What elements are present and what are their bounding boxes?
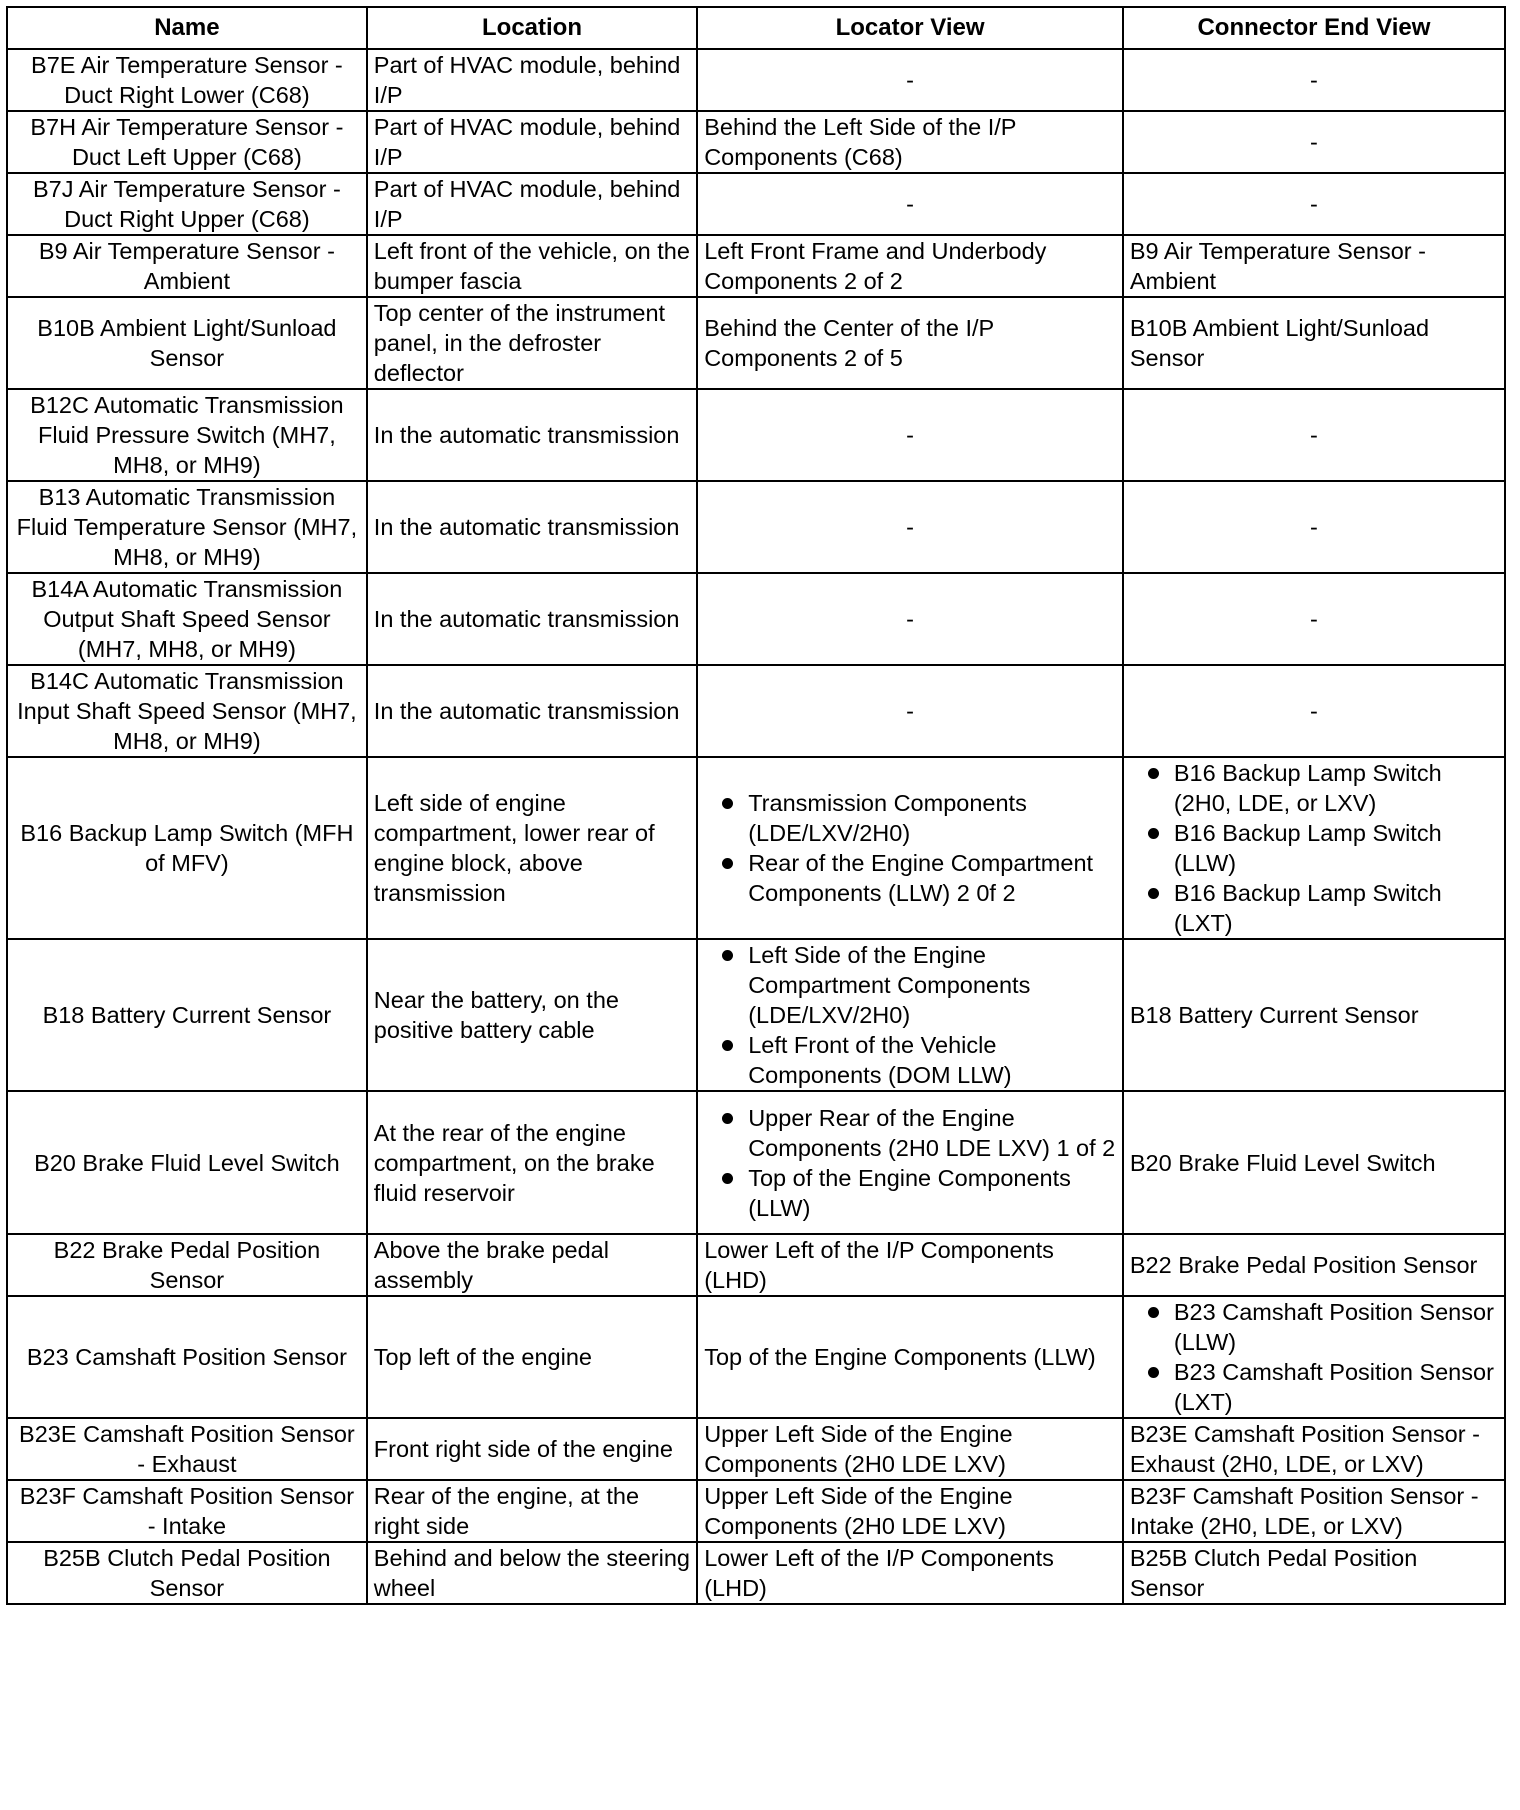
cell-connector-end-view bbox=[1123, 757, 1505, 939]
list-item: B23 Camshaft Position Sensor (LXT) bbox=[1130, 1357, 1498, 1417]
list-item: Rear of the Engine Compartment Components (LLW) 2 0f 2 bbox=[704, 848, 1116, 908]
cell-locator-view: - bbox=[697, 481, 1123, 573]
table-row bbox=[7, 1418, 1505, 1480]
cell-locator-view bbox=[697, 1091, 1123, 1234]
table-row bbox=[7, 1234, 1505, 1296]
cell-name: B16 Backup Lamp Switch (MFH of MFV) bbox=[7, 757, 367, 939]
cell-name: B7H Air Temperature Sensor - Duct Left Upper (C68) bbox=[7, 111, 367, 173]
list-item: Upper Rear of the Engine Components (2H0 LDE LXV) 1 of 2 bbox=[704, 1103, 1116, 1163]
cell-location: At the rear of the engine compartment, on the brake fluid reservoir bbox=[367, 1091, 697, 1234]
cell-name: B23 Camshaft Position Sensor bbox=[7, 1296, 367, 1418]
cell-name: B9 Air Temperature Sensor - Ambient bbox=[7, 235, 367, 297]
table-row bbox=[7, 1091, 1505, 1234]
cell-name: B14C Automatic Transmission Input Shaft Speed Sensor (MH7, MH8, or MH9) bbox=[7, 665, 367, 757]
cell-connector-end-view: B25B Clutch Pedal Position Sensor bbox=[1123, 1542, 1505, 1604]
list-item: B23 Camshaft Position Sensor (LLW) bbox=[1130, 1297, 1498, 1357]
cell-name: B22 Brake Pedal Position Sensor bbox=[7, 1234, 367, 1296]
cell-location: Left side of engine compartment, lower rear of engine block, above transmission bbox=[367, 757, 697, 939]
table-row bbox=[7, 49, 1505, 111]
table-row bbox=[7, 111, 1505, 173]
cell-location: Top left of the engine bbox=[367, 1296, 697, 1418]
cell-connector-end-view: B22 Brake Pedal Position Sensor bbox=[1123, 1234, 1505, 1296]
cell-location: Part of HVAC module, behind I/P bbox=[367, 111, 697, 173]
cell-location: Near the battery, on the positive battery cable bbox=[367, 939, 697, 1091]
cell-location: Above the brake pedal assembly bbox=[367, 1234, 697, 1296]
header-name: Name bbox=[7, 7, 367, 49]
cell-location: Top center of the instrument panel, in the defroster deflector bbox=[367, 297, 697, 389]
table-row bbox=[7, 235, 1505, 297]
cell-location: In the automatic transmission bbox=[367, 573, 697, 665]
cell-location: Part of HVAC module, behind I/P bbox=[367, 49, 697, 111]
cell-locator-view: Top of the Engine Components (LLW) bbox=[697, 1296, 1123, 1418]
cell-locator-view: Lower Left of the I/P Components (LHD) bbox=[697, 1234, 1123, 1296]
bullet-list bbox=[1130, 758, 1498, 938]
cell-connector-end-view: B20 Brake Fluid Level Switch bbox=[1123, 1091, 1505, 1234]
table-row bbox=[7, 1296, 1505, 1418]
cell-locator-view: Upper Left Side of the Engine Components (2H0 LDE LXV) bbox=[697, 1480, 1123, 1542]
cell-name: B13 Automatic Transmission Fluid Temperature Sensor (MH7, MH8, or MH9) bbox=[7, 481, 367, 573]
bullet-list bbox=[704, 788, 1116, 908]
cell-connector-end-view: - bbox=[1123, 111, 1505, 173]
cell-name: B23E Camshaft Position Sensor - Exhaust bbox=[7, 1418, 367, 1480]
table-row bbox=[7, 573, 1505, 665]
cell-locator-view: - bbox=[697, 573, 1123, 665]
cell-connector-end-view: B18 Battery Current Sensor bbox=[1123, 939, 1505, 1091]
list-item: Left Side of the Engine Compartment Components (LDE/LXV/2H0) bbox=[704, 940, 1116, 1030]
list-item: Left Front of the Vehicle Components (DOM LLW) bbox=[704, 1030, 1116, 1090]
table-row bbox=[7, 173, 1505, 235]
cell-locator-view: Behind the Center of the I/P Components 2 of 5 bbox=[697, 297, 1123, 389]
cell-locator-view: - bbox=[697, 389, 1123, 481]
cell-connector-end-view: - bbox=[1123, 389, 1505, 481]
cell-connector-end-view: B23F Camshaft Position Sensor - Intake (2H0, LDE, or LXV) bbox=[1123, 1480, 1505, 1542]
cell-name: B12C Automatic Transmission Fluid Pressure Switch (MH7, MH8, or MH9) bbox=[7, 389, 367, 481]
cell-location: In the automatic transmission bbox=[367, 481, 697, 573]
cell-location: Front right side of the engine bbox=[367, 1418, 697, 1480]
table-row bbox=[7, 939, 1505, 1091]
cell-locator-view bbox=[697, 939, 1123, 1091]
cell-name: B25B Clutch Pedal Position Sensor bbox=[7, 1542, 367, 1604]
cell-locator-view bbox=[697, 757, 1123, 939]
table-row bbox=[7, 1542, 1505, 1604]
cell-name: B14A Automatic Transmission Output Shaft Speed Sensor (MH7, MH8, or MH9) bbox=[7, 573, 367, 665]
cell-connector-end-view: - bbox=[1123, 665, 1505, 757]
cell-location: In the automatic transmission bbox=[367, 389, 697, 481]
cell-locator-view: Lower Left of the I/P Components (LHD) bbox=[697, 1542, 1123, 1604]
bullet-list bbox=[1130, 1297, 1498, 1417]
table-row bbox=[7, 665, 1505, 757]
header-locator-view: Locator View bbox=[697, 7, 1123, 49]
cell-locator-view: Left Front Frame and Underbody Components 2 of 2 bbox=[697, 235, 1123, 297]
list-item: B16 Backup Lamp Switch (LXT) bbox=[1130, 878, 1498, 938]
cell-location: Left front of the vehicle, on the bumper fascia bbox=[367, 235, 697, 297]
cell-locator-view: Behind the Left Side of the I/P Components (C68) bbox=[697, 111, 1123, 173]
table-row bbox=[7, 297, 1505, 389]
cell-locator-view: - bbox=[697, 665, 1123, 757]
table-row bbox=[7, 757, 1505, 939]
bullet-list bbox=[704, 940, 1116, 1090]
cell-connector-end-view: B10B Ambient Light/Sunload Sensor bbox=[1123, 297, 1505, 389]
cell-location: In the automatic transmission bbox=[367, 665, 697, 757]
cell-connector-end-view: B23E Camshaft Position Sensor - Exhaust (2H0, LDE, or LXV) bbox=[1123, 1418, 1505, 1480]
header-row bbox=[7, 7, 1505, 49]
cell-connector-end-view: - bbox=[1123, 481, 1505, 573]
list-item: Top of the Engine Components (LLW) bbox=[704, 1163, 1116, 1223]
cell-connector-end-view bbox=[1123, 1296, 1505, 1418]
cell-locator-view: Upper Left Side of the Engine Components (2H0 LDE LXV) bbox=[697, 1418, 1123, 1480]
cell-name: B23F Camshaft Position Sensor - Intake bbox=[7, 1480, 367, 1542]
cell-location: Rear of the engine, at the right side bbox=[367, 1480, 697, 1542]
list-item: B16 Backup Lamp Switch (2H0, LDE, or LXV) bbox=[1130, 758, 1498, 818]
cell-locator-view: - bbox=[697, 173, 1123, 235]
cell-location: Behind and below the steering wheel bbox=[367, 1542, 697, 1604]
cell-connector-end-view: - bbox=[1123, 49, 1505, 111]
cell-name: B18 Battery Current Sensor bbox=[7, 939, 367, 1091]
cell-name: B10B Ambient Light/Sunload Sensor bbox=[7, 297, 367, 389]
component-locator-table bbox=[6, 6, 1506, 1605]
header-location: Location bbox=[367, 7, 697, 49]
list-item: Transmission Components (LDE/LXV/2H0) bbox=[704, 788, 1116, 848]
bullet-list bbox=[704, 1103, 1116, 1223]
cell-locator-view: - bbox=[697, 49, 1123, 111]
cell-name: B7J Air Temperature Sensor - Duct Right Upper (C68) bbox=[7, 173, 367, 235]
table-row bbox=[7, 1480, 1505, 1542]
table-row bbox=[7, 389, 1505, 481]
header-connector-end-view: Connector End View bbox=[1123, 7, 1505, 49]
cell-name: B7E Air Temperature Sensor - Duct Right Lower (C68) bbox=[7, 49, 367, 111]
cell-name: B20 Brake Fluid Level Switch bbox=[7, 1091, 367, 1234]
list-item: B16 Backup Lamp Switch (LLW) bbox=[1130, 818, 1498, 878]
cell-location: Part of HVAC module, behind I/P bbox=[367, 173, 697, 235]
cell-connector-end-view: - bbox=[1123, 573, 1505, 665]
cell-connector-end-view: B9 Air Temperature Sensor - Ambient bbox=[1123, 235, 1505, 297]
cell-connector-end-view: - bbox=[1123, 173, 1505, 235]
table-row bbox=[7, 481, 1505, 573]
